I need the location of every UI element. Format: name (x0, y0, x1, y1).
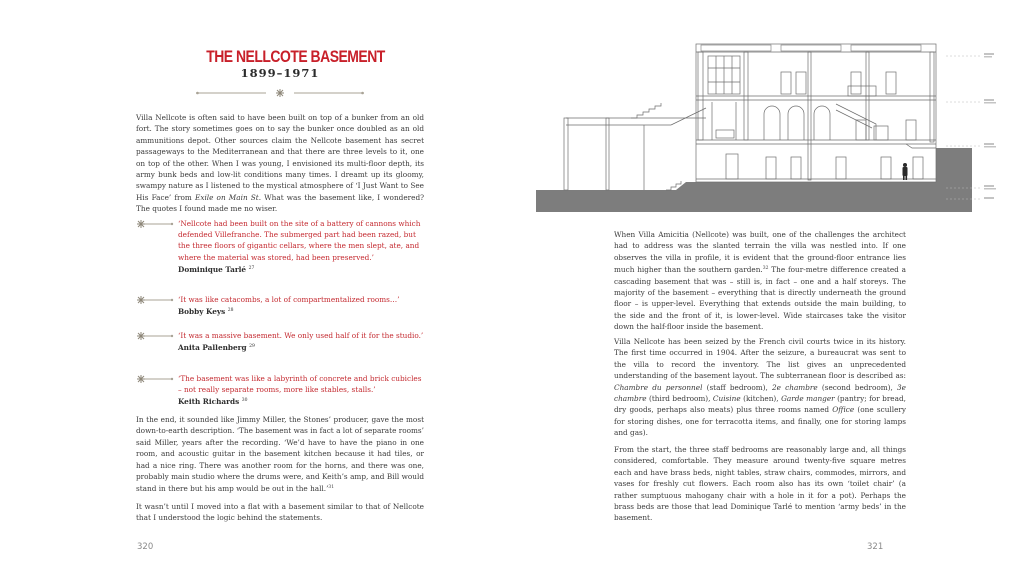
author-name: Anita Pallenberg (178, 343, 247, 353)
footnote-ref: 30 (241, 398, 248, 404)
quote-marker-icon (136, 219, 174, 229)
room-name-french: Chambre du personnel (614, 382, 703, 392)
villa-section-drawing (536, 42, 1014, 212)
intro-text-end: . What was the basement like, I wondered? The quotes I found made me no wiser. (136, 192, 425, 214)
quote-author (178, 395, 426, 407)
paragraph-text: When Villa Amicitia (Nellcote) was built, one of the challenges the architect had to address was the slanted terrain the villa was nestled into. If one observes the villa in profile, it is evident that the ground-floor entrance lies much higher than the southern garden. (614, 230, 906, 275)
paragraph-text: Villa Nellcote has been seized by the French civil courts twice in its history. The first time occurred in 1904. After the seizure, a bureaucrat was sent to the villa to record the inventory. The list gives an unprecedented understanding of the basement layout. The subterranean floor is described as: (614, 337, 906, 381)
quote-marker-icon (136, 295, 174, 305)
quote-item (136, 218, 426, 275)
person-silhouette (903, 163, 908, 180)
quote-text: ‘It was like catacombs, a lot of compartmentalized rooms…’ (178, 295, 400, 304)
quote-text: ‘The basement was like a labyrinth of concrete and brick cubicles – not really separate rooms, more like stables, stalls.’ (178, 374, 422, 395)
right-page (512, 0, 1024, 582)
author-name: Bobby Keys (178, 307, 226, 317)
miller-paragraph (136, 414, 424, 495)
room-name-french: Garde manger (781, 394, 835, 404)
chapter-heading (190, 47, 385, 80)
footnote-ref: 32 (762, 266, 769, 272)
footnote-ref: 31 (328, 485, 335, 491)
room-name-french: Cuisine (712, 394, 741, 404)
quote-author (178, 263, 426, 275)
author-name: Keith Richards (178, 397, 240, 407)
footnote-ref: 29 (249, 344, 255, 350)
inventory-paragraph (614, 336, 906, 439)
quote-item (136, 330, 426, 353)
quote-text: ‘It was a massive basement. We only used half of it for the studio.’ (178, 331, 424, 340)
closing-paragraph: It wasn’t until I moved into a flat with a basement similar to that of Nellcote that I understood the logic behind the statements. (136, 502, 424, 523)
album-title: Exile on Main St (195, 192, 259, 202)
paragraph-text: (pantry; for bread, dry goods, perhaps also meats) plus three rooms named (614, 394, 906, 415)
room-name-french: 3e chambre (614, 382, 906, 404)
paragraph-text: (staff bedroom), (702, 382, 773, 392)
paragraph-text: (second bedroom), (817, 382, 898, 392)
room-name-french: 2e chambre (772, 382, 818, 392)
quote-item (136, 373, 426, 408)
bedrooms-paragraph: From the start, the three staff bedrooms are reasonably large and, all things considered, comfortable. They measure around twenty-five square metres each and have brass beds, night tables, straw chairs, commodes, mirrors, and vases for freshly cut flowers. Each room also has its own ‘toilet chair’ (a rather sumptuous mahogany chair with a hole in it for a pot). Perhaps the brass beds are those that lead Dominique Tarlé to mention ‘army beds’ in the basement. (614, 445, 906, 523)
chapter-years: 1899–1971 (240, 66, 320, 80)
room-name-french: Office (832, 405, 855, 415)
page-number: 320 (137, 542, 154, 552)
paragraph-text: In the end, it sounded like Jimmy Miller, the Stones’ producer, gave the most down-to-earth description. ‘The basement was in fact a lot of separate rooms’ said Miller, years after the recording. ‘We’d have to have the piano in one room, and acoustic guitar in the basement kitchen because it had tiles, or had a nice ring. There was another room for the horns, and there was one, probably main studio where the drums were, and Keith’s amp, and Bill would stand in there but his amp would be out in the hall.’ (136, 415, 424, 494)
page-number: 321 (867, 542, 884, 552)
footnote-ref: 27 (248, 265, 255, 271)
quote-author (178, 341, 426, 353)
quote-author (178, 305, 426, 317)
intro-paragraph (136, 112, 424, 215)
terrain-paragraph (614, 229, 906, 333)
paragraph-text: (third bedroom), (646, 394, 713, 404)
footnote-ref: 28 (227, 308, 234, 314)
ornament-divider-icon (196, 88, 364, 98)
quote-text: ‘Nellcote had been built on the site of a battery of cannons which defended Villefranche. The submerged part had been razed, but the three floors of gigantic cellars, where the men slept, ate, and where the material was stored, had been preserved.’ (178, 219, 421, 262)
intro-text: Villa Nellcote is often said to have been built on top of a bunker from an old fort. The story sometimes goes on to say the bunker once doubled as an old ammunitions depot. Other sources claim the Nellcote basement has secret passageways to the Mediterranean and that there are three levels to it, one on top of the other. When I was young, I envisioned its multi-floor depth, its army bunk beds and low-lit conditions many times. I dreamt up its gloomy, swampy nature as I listened to the mystical atmosphere of ‘I Just Want to See His Face’ from (136, 113, 424, 202)
chapter-title: THE NELLCOTE BASEMENT (206, 47, 385, 66)
paragraph-text: (one scullery for storing dishes, one for terracotta items, and finally, one for storing lamps and gas). (614, 405, 906, 438)
quote-item (136, 294, 426, 317)
quote-marker-icon (136, 374, 174, 384)
paragraph-text: (kitchen), (740, 394, 782, 404)
quote-marker-icon (136, 331, 174, 341)
author-name: Dominique Tarlé (178, 264, 247, 274)
paragraph-text-cont: The four-metre difference created a cascading basement that was – still is, in fact – one and a half storeys. The majority of the basement – everything that is directly underneath the ground floor – is upper-level. Everything that extends outside the main building, to the side and the front of it, is lower-level. Wide staircases take the visitor down the half-floor inside the basement. (614, 265, 906, 332)
